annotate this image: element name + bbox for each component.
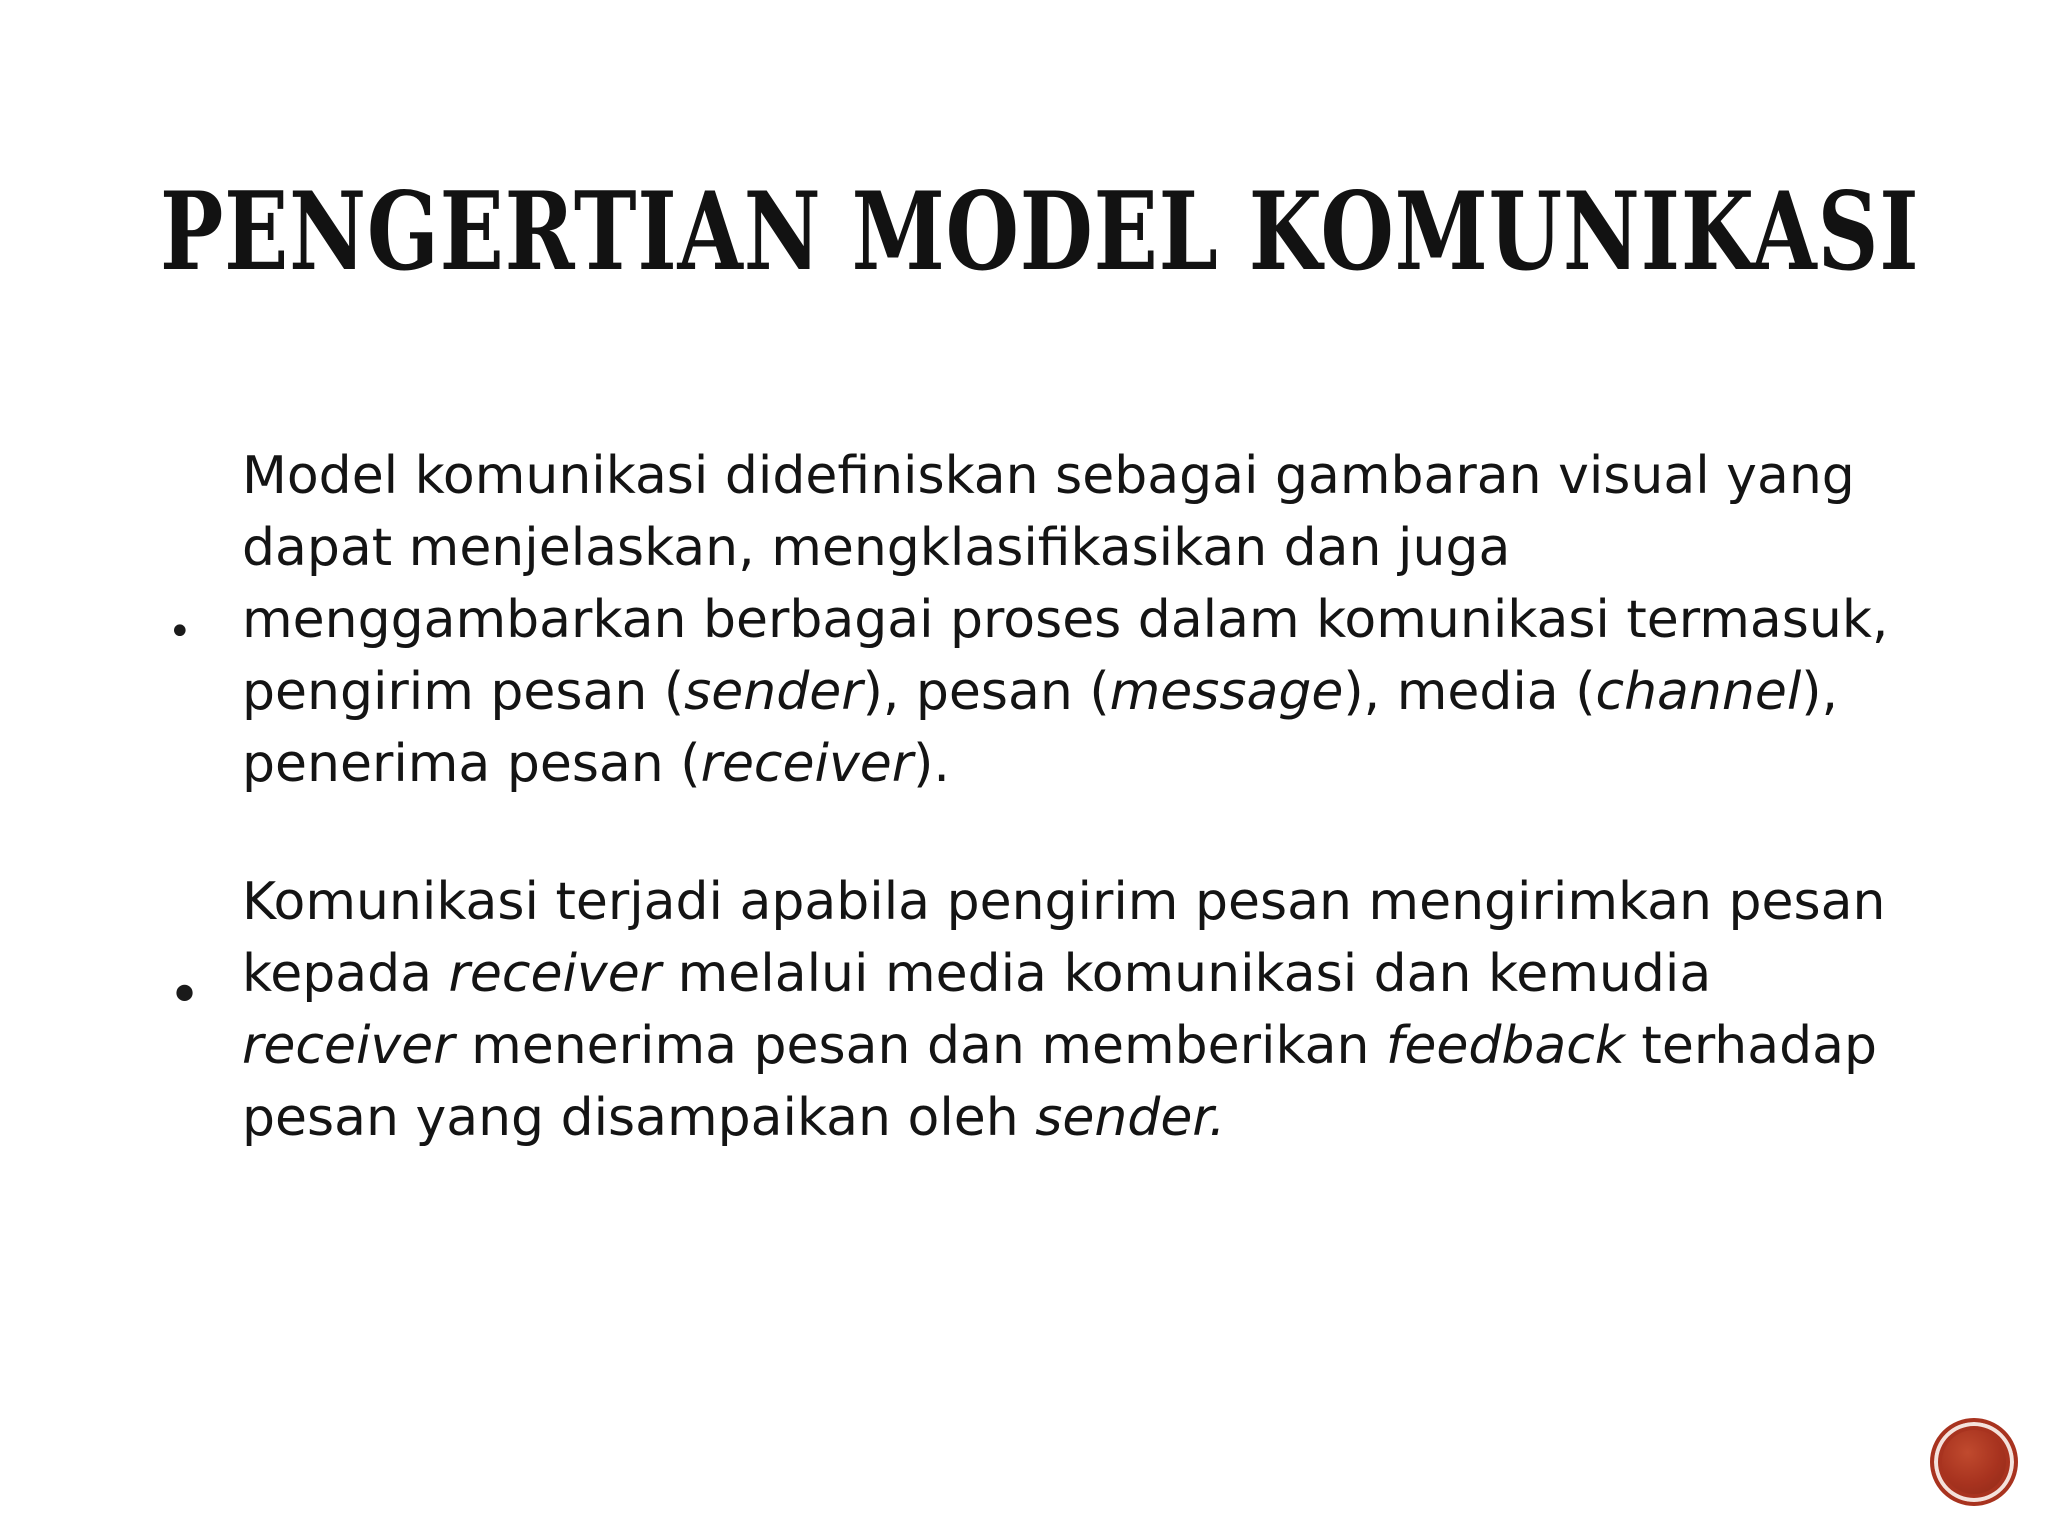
bullet-item-process (160, 866, 1920, 1154)
text-run-italic: feedback (1386, 1016, 1625, 1076)
text-run: ), media ( (1343, 662, 1596, 722)
text-run-italic: receiver (700, 734, 914, 794)
text-run: ), penerima pesan ( (242, 662, 1839, 794)
text-run: ). (913, 734, 950, 794)
text-run-italic: message (1109, 662, 1344, 722)
slide-title: PENGERTIAN MODEL KOMUNIKASI (160, 169, 1920, 295)
text-run: Model komunikasi didefiniskan sebagai gambaran visual yang dapat menjelaskan, mengklasifikasikan dan juga menggambarkan berbagai proses dalam komunikasi termasuk, pengirim pesan ( (242, 446, 1889, 722)
bullet-text (242, 872, 1885, 1148)
text-run-italic: sender. (1035, 1088, 1226, 1148)
bullet-icon: • (168, 963, 202, 1028)
circle-nav-icon[interactable] (1930, 1418, 2018, 1506)
bullet-list (160, 440, 1920, 1154)
text-run-italic: channel (1595, 662, 1802, 722)
text-run: ), pesan ( (862, 662, 1110, 722)
bullet-icon: • (168, 609, 192, 655)
text-run: Komunikasi terjadi apabila pengirim pesan mengirimkan pesan kepada (242, 872, 1886, 1004)
text-run-italic: sender (684, 662, 863, 722)
bullet-text (242, 446, 1888, 794)
text-run: menerima pesan dan memberikan (454, 1016, 1387, 1076)
bullet-item-definition (160, 440, 1920, 800)
text-run-italic: receiver (242, 1016, 455, 1076)
text-run: terhadap pesan yang disampaikan oleh (242, 1016, 1877, 1148)
text-run: melalui media komunikasi dan kemudia (661, 944, 1712, 1004)
text-run-italic: receiver (448, 944, 662, 1004)
